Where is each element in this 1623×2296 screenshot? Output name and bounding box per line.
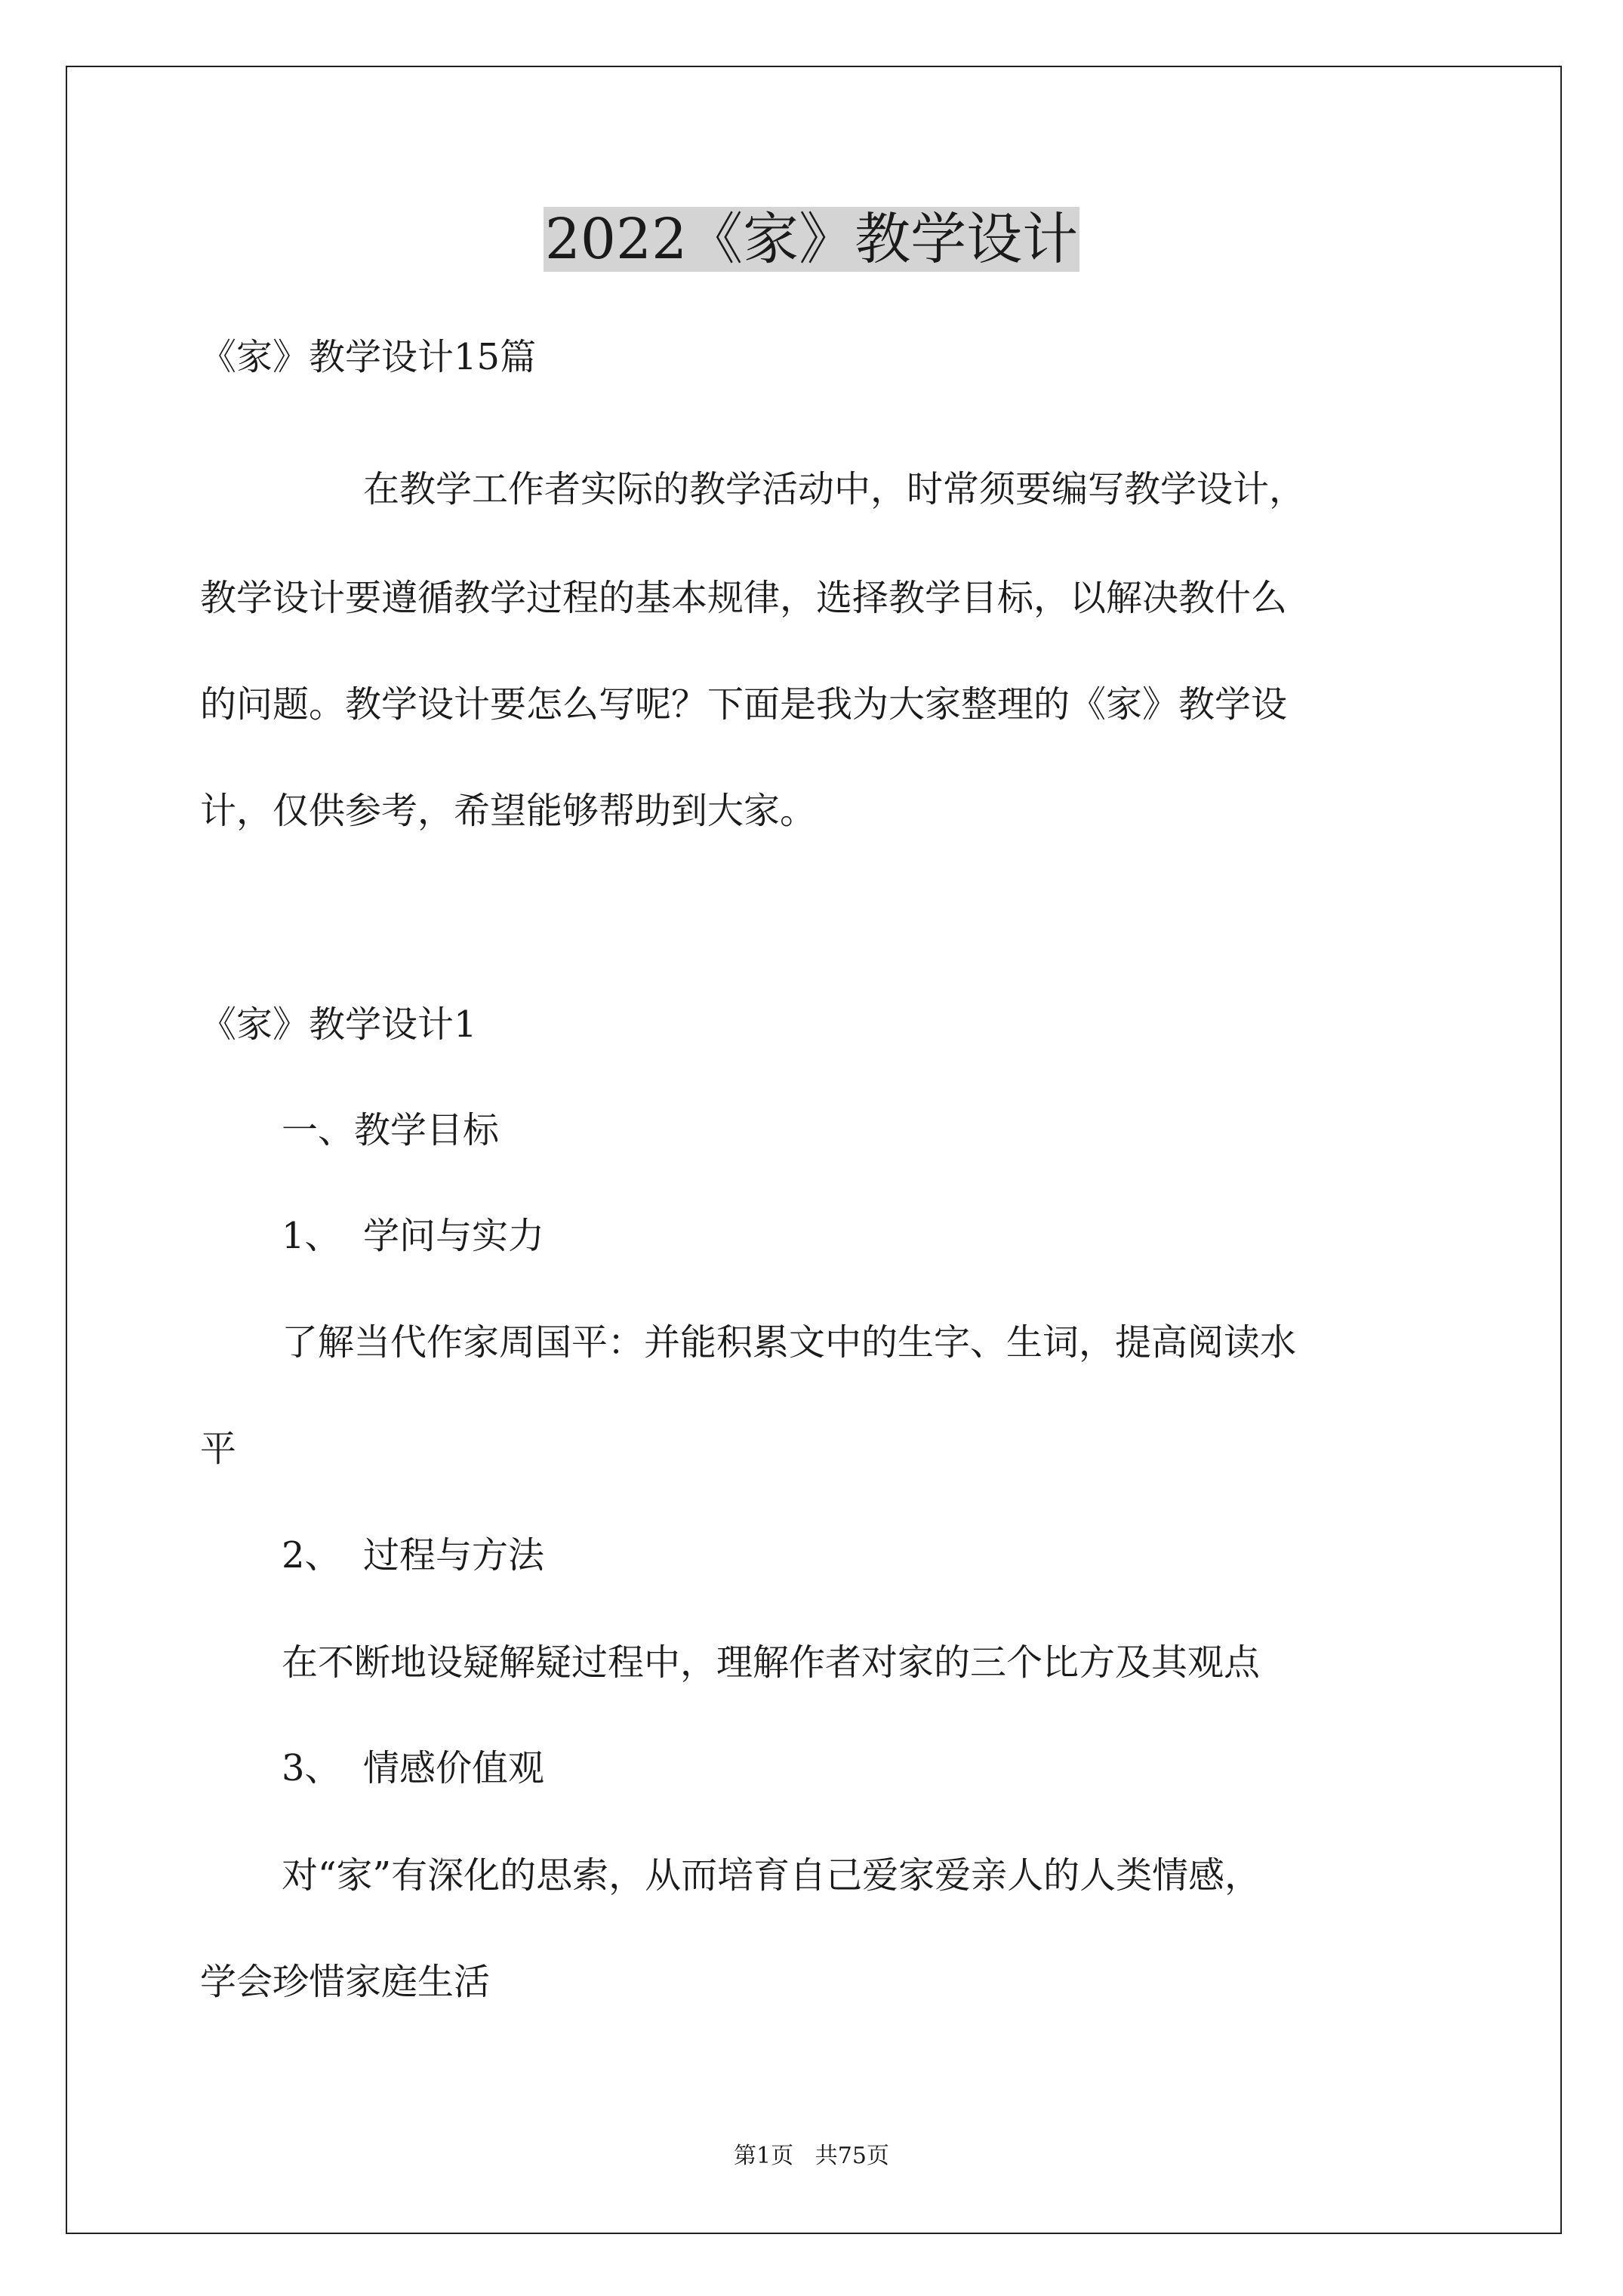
item-3-body-line-1: 对“家”有深化的思索，从而培育自己爱家爱亲人的人类情感， bbox=[282, 1854, 1261, 1897]
item-3-number: 3、 bbox=[282, 1747, 341, 1789]
page-number: 第1页 bbox=[734, 2143, 794, 2169]
item-2-number: 2、 bbox=[282, 1534, 341, 1576]
item-1-body-line-2: 平 bbox=[200, 1428, 237, 1470]
item-1-number: 1、 bbox=[282, 1215, 341, 1257]
document-title-text: 2022《家》教学设计 bbox=[544, 207, 1079, 272]
item-1-body-line-1: 了解当代作家周国平：并能积累文中的生字、生词，提高阅读水 bbox=[282, 1321, 1297, 1364]
item-1-label: 学问与实力 bbox=[363, 1215, 545, 1257]
intro-line-3: 的问题。教学设计要怎么写呢？下面是我为大家整理的《家》教学设 bbox=[200, 683, 1288, 726]
page-footer bbox=[0, 2141, 1623, 2171]
intro-line-1: 在教学工作者实际的教学活动中，时常须要编写教学设计， bbox=[363, 468, 1306, 510]
document-title bbox=[0, 198, 1623, 281]
item-3-label: 情感价值观 bbox=[363, 1747, 545, 1789]
item-2-label: 过程与方法 bbox=[363, 1534, 545, 1576]
intro-line-2: 教学设计要遵循教学过程的基本规律，选择教学目标，以解决教什么 bbox=[200, 577, 1288, 619]
document-subtitle: 《家》教学设计15篇 bbox=[200, 336, 537, 378]
page-total: 共75页 bbox=[815, 2143, 889, 2169]
section-heading: 《家》教学设计1 bbox=[200, 1003, 477, 1046]
intro-line-4: 计，仅供参考，希望能够帮助到大家。 bbox=[200, 790, 817, 832]
item-2-body: 在不断地设疑解疑过程中，理解作者对家的三个比方及其观点 bbox=[282, 1641, 1261, 1684]
part-heading: 一、教学目标 bbox=[282, 1109, 500, 1151]
item-3-body-line-2: 学会珍惜家庭生活 bbox=[200, 1961, 491, 2003]
